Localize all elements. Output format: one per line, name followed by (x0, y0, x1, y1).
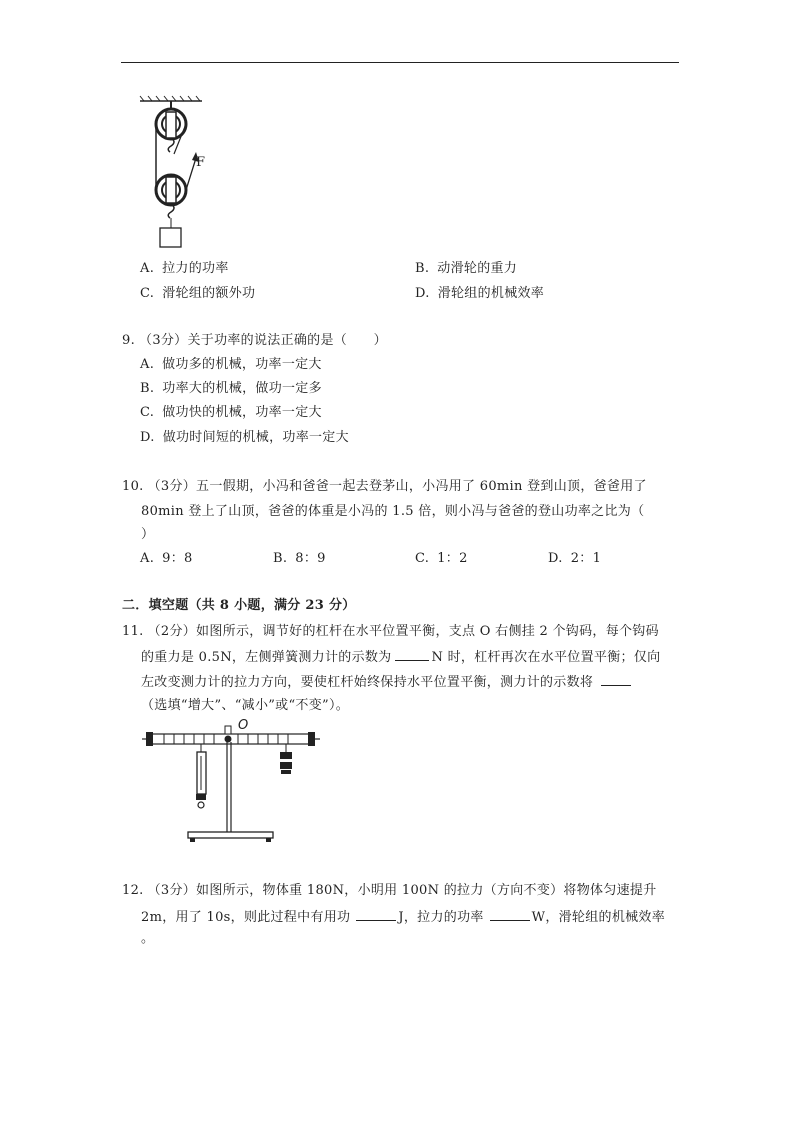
q12-line-3: 。 (141, 931, 155, 946)
option-text: 拉力的功率 (162, 261, 229, 276)
option-key: C. (415, 551, 430, 566)
q9-option-b (140, 381, 322, 397)
q11-line-4: （选填“增大”、“减小”或“不变”）。 (141, 698, 350, 713)
q9-option-a (140, 357, 322, 373)
option-key: B. (273, 551, 288, 566)
text-fragment: 2m，用了 10s，则此过程中有用功 (141, 910, 351, 925)
option-text: 功率大的机械，做功一定多 (162, 381, 322, 396)
question-number: 12. (122, 883, 144, 898)
option-text: 2：1 (570, 551, 602, 566)
pivot-label: O (238, 718, 249, 733)
text-fragment: N 时，杠杆再次在水平位置平衡；仅向 (431, 650, 661, 665)
option-key: A. (140, 357, 155, 372)
header-rule (121, 62, 679, 63)
q10-line-1 (122, 479, 647, 495)
question-number: 10. (122, 479, 144, 494)
q10-option-c (415, 551, 468, 567)
question-number: 9. (122, 333, 136, 348)
q8-option-b (415, 261, 517, 277)
answer-blank[interactable] (395, 648, 429, 661)
option-key: D. (548, 551, 563, 566)
q12-line-1 (122, 883, 657, 899)
option-key: C. (140, 286, 155, 301)
force-label: F (196, 155, 206, 170)
question-text: （3分）五一假期，小冯和爸爸一起去登茅山，小冯用了 60min 登到山顶，爸爸用了 (147, 479, 647, 494)
option-key: A. (140, 261, 155, 276)
question-text: （3分）关于功率的说法正确的是（ ） (139, 333, 387, 348)
q10-option-d (548, 551, 601, 567)
question-text: （3分）如图所示，物体重 180N，小明用 100N 的拉力（方向不变）将物体匀速提升 (147, 883, 657, 898)
option-text: 做功时间短的机械，功率一定大 (162, 430, 349, 445)
option-key: B. (140, 381, 155, 396)
q11-line-1 (122, 624, 659, 640)
q8-option-d (415, 286, 544, 302)
option-text: 1：2 (437, 551, 468, 566)
question-text: （2分）如图所示，调节好的杠杆在水平位置平衡，支点 O 右侧挂 2 个钩码，每个钩码 (147, 624, 659, 639)
q8-option-c (140, 286, 255, 302)
text-fragment: J，拉力的功率 (398, 910, 484, 925)
text-fragment: W，滑轮组的机械效率 (531, 910, 666, 925)
q10-option-b (273, 551, 326, 567)
answer-blank[interactable] (601, 673, 631, 686)
option-text: 9：8 (162, 551, 193, 566)
q10-option-a (140, 551, 193, 567)
option-text: 滑轮组的机械效率 (437, 286, 545, 301)
option-key: A. (140, 551, 155, 566)
q10-line-3: ） (141, 527, 155, 542)
section-title: 二．填空题（共 8 小题，满分 23 分） (122, 598, 356, 613)
question-number: 11. (122, 624, 144, 639)
option-key: D. (140, 430, 155, 445)
q12-line-2 (141, 908, 665, 926)
option-text: 做功多的机械，功率一定大 (162, 357, 322, 372)
q11-line-2 (141, 648, 660, 666)
option-key: D. (415, 286, 430, 301)
option-key: C. (140, 405, 155, 420)
q9-option-c (140, 405, 322, 421)
q9-option-d (140, 430, 349, 446)
q8-option-a (140, 261, 229, 277)
pulley-figure (140, 96, 220, 256)
q10-line-2: 80min 登上了山顶，爸爸的体重是小冯的 1.5 倍，则小冯与爸爸的登山功率之比为（ (141, 504, 645, 519)
text-fragment: 左改变测力计的拉力方向，要使杠杆始终保持水平位置平衡，测力计的示数将 (141, 675, 594, 690)
lever-figure (140, 720, 320, 850)
q9-stem (122, 333, 387, 349)
option-text: 做功快的机械，功率一定大 (162, 405, 322, 420)
option-key: B. (415, 261, 430, 276)
option-text: 滑轮组的额外功 (162, 286, 256, 301)
answer-blank[interactable] (490, 908, 530, 921)
option-text: 8：9 (295, 551, 326, 566)
answer-blank[interactable] (356, 908, 396, 921)
q11-line-3 (141, 673, 631, 691)
text-fragment: 的重力是 0.5N，左侧弹簧测力计的示数为 (141, 650, 392, 665)
option-text: 动滑轮的重力 (437, 261, 518, 276)
